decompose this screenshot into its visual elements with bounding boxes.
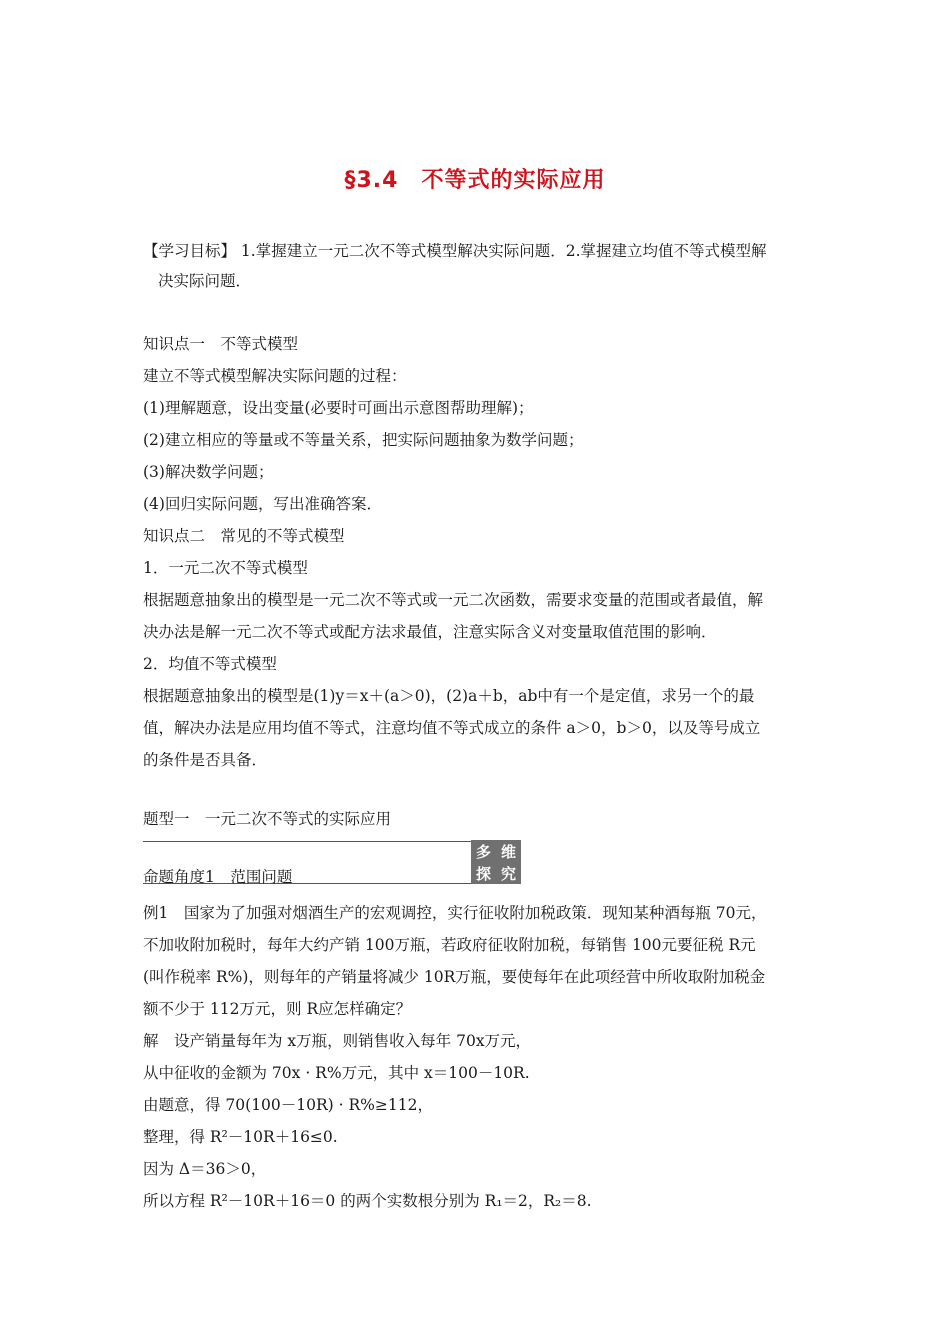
example-1-line-3: (叫作税率 R%)，则每年的产销量将减少 10R万瓶，要使每年在此项经营中所收取附加税金 (143, 968, 766, 986)
solution-line-1: 解 设产销量每年为 x万瓶，则销售收入每年 70x万元， (143, 1032, 532, 1050)
knowledge-2-heading: 知识点二 常见的不等式模型 (143, 527, 345, 545)
badge-char-1: 多 (475, 842, 491, 861)
knowledge-2-para-1-line-2: 决办法是解一元二次不等式或配方法求最值，注意实际含义对变量取值范围的影响． (143, 623, 717, 641)
example-1-line-2: 不加收附加税时，每年大约产销 100万瓶，若政府征收附加税，每销售 100元要征税 R元 (143, 936, 756, 954)
knowledge-2-sub-2: 2．均值不等式模型 (143, 655, 277, 673)
section-rule-top (143, 841, 471, 842)
solution-line-2: 从中征收的金额为 70x · R%万元，其中 x＝100－10R. (143, 1064, 530, 1082)
knowledge-1-step-4: (4)回归实际问题，写出准确答案． (143, 495, 382, 513)
badge-char-4: 究 (500, 864, 516, 883)
solution-line-6: 所以方程 R²－10R＋16＝0 的两个实数根分别为 R₁＝2，R₂＝8. (143, 1192, 592, 1210)
page-title: §3.4 不等式的实际应用 (344, 168, 606, 193)
knowledge-1-step-2: (2)建立相应的等量或不等量关系，把实际问题抽象为数学问题； (143, 431, 584, 449)
solution-line-4: 整理，得 R²－10R＋16≤0. (143, 1128, 338, 1146)
badge-char-2: 维 (500, 842, 516, 861)
knowledge-1-intro: 建立不等式模型解决实际问题的过程： (143, 367, 407, 385)
knowledge-1-step-1: (1)理解题意，设出变量(必要时可画出示意图帮助理解)； (143, 399, 534, 417)
knowledge-1-step-3: (3)解决数学问题； (143, 463, 274, 481)
knowledge-2-para-2-line-3: 的条件是否具备． (143, 751, 268, 769)
example-1-line-1: 例1 国家为了加强对烟酒生产的宏观调控，实行征收附加税政策．现知某种酒每瓶 70元， (143, 904, 767, 922)
knowledge-2-para-2-line-1: 根据题意抽象出的模型是(1)y＝x＋(a＞0)，(2)a＋b，ab中有一个是定值，求另一个的最 (143, 687, 755, 705)
type-1-heading: 题型一 一元二次不等式的实际应用 (143, 810, 392, 828)
learning-goals-line-2: 决实际问题． (158, 272, 252, 290)
angle-1-heading: 命题角度1 范围问题 (143, 868, 293, 886)
knowledge-2-para-2-line-2: 值，解决办法是应用均值不等式，注意均值不等式成立的条件 a＞0，b＞0，以及等号成立 (143, 719, 761, 737)
badge-char-3: 探 (475, 864, 491, 883)
knowledge-2-sub-1: 1．一元二次不等式模型 (143, 559, 308, 577)
knowledge-1-heading: 知识点一 不等式模型 (143, 335, 299, 353)
solution-line-3: 由题意，得 70(100－10R) · R%≥112， (143, 1096, 433, 1114)
solution-line-5: 因为 Δ＝36＞0， (143, 1160, 267, 1178)
knowledge-2-para-1-line-1: 根据题意抽象出的模型是一元二次不等式或一元二次函数，需要求变量的范围或者最值，解 (143, 591, 764, 609)
example-1-line-4: 额不少于 112万元，则 R应怎样确定？ (143, 1000, 412, 1018)
learning-goals-line-1: 【学习目标】 1.掌握建立一元二次不等式模型解决实际问题．2.掌握建立均值不等式模型解 (143, 242, 767, 260)
